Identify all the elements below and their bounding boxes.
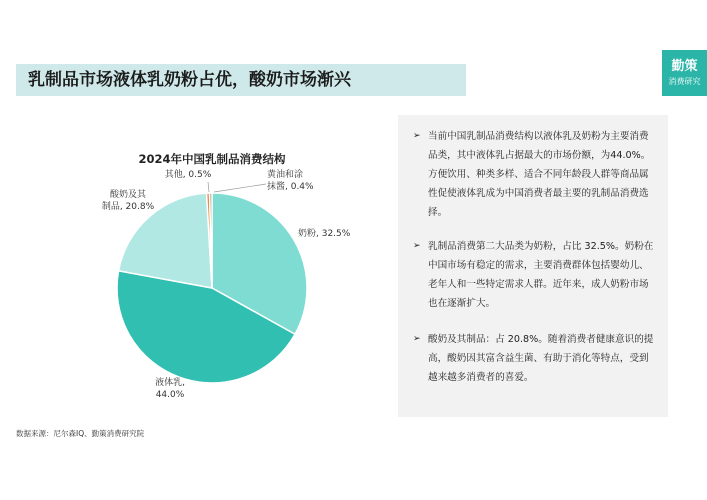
pie-chart-svg bbox=[0, 140, 400, 410]
leader-line-other bbox=[208, 182, 209, 192]
data-label-yogurt bbox=[102, 188, 155, 212]
data-label-line: 液体乳, bbox=[155, 378, 185, 388]
data-label-line: 酸奶及其 bbox=[109, 190, 147, 200]
data-label-line: 黄油和涂 bbox=[267, 170, 304, 180]
data-label-line: 其他, 0.5% bbox=[164, 170, 212, 180]
title-bar bbox=[16, 64, 466, 96]
bullet-milk-powder bbox=[413, 237, 658, 313]
data-label-line: 44.0% bbox=[155, 390, 185, 400]
data-label-butter-spread bbox=[267, 168, 314, 192]
bullet-liquid-milk bbox=[413, 127, 658, 222]
pie-chart bbox=[0, 140, 400, 410]
data-label-line: 抹酱, 0.4% bbox=[267, 182, 314, 192]
leader-line-butter-spread bbox=[214, 184, 266, 192]
bullet-arrow-icon: ➢ bbox=[413, 131, 421, 141]
bullet-text: 当前中国乳制品消费结构以液体乳及奶粉为主要消费品类，其中液体乳占据最大的市场份额，为44.0%。方便饮用、种类多样、适合不同年龄段人群等商品属性促使液体乳成为中国消费者最主要的乳制品消费选择。 bbox=[428, 131, 651, 218]
data-label-milk-powder bbox=[298, 227, 351, 239]
bullet-yogurt bbox=[413, 330, 658, 387]
insights-panel bbox=[398, 115, 668, 417]
brand-subtitle: 消费研究 bbox=[668, 77, 701, 86]
data-label-liquid-milk bbox=[155, 376, 185, 400]
brand-logo bbox=[662, 50, 707, 96]
data-label-line: 奶粉, 32.5% bbox=[298, 229, 351, 239]
data-label-line: 制品, 20.8% bbox=[101, 202, 155, 212]
brand-name: 勤策 bbox=[671, 59, 698, 74]
bullet-arrow-icon: ➢ bbox=[413, 241, 421, 251]
bullet-arrow-icon: ➢ bbox=[413, 334, 421, 344]
pie-slices bbox=[117, 193, 307, 383]
data-label-other bbox=[165, 168, 212, 180]
data-source: 数据来源：尼尔森IQ、勤策消费研究院 bbox=[16, 429, 145, 438]
chart-title: 2024年中国乳制品消费结构 bbox=[138, 152, 286, 166]
bullet-text: 乳制品消费第二大品类为奶粉，占比 32.5%。奶粉在中国市场有稳定的需求，主要消费群体包括婴幼儿、老年人和一些特定需求人群。近年来，成人奶粉市场也在逐渐扩大。 bbox=[428, 241, 654, 309]
bullet-text: 酸奶及其制品：占 20.8%。随着消费者健康意识的提高，酸奶因其富含益生菌、有助于消化等特点，受到越来越多消费者的喜爱。 bbox=[428, 334, 654, 383]
page-title: 乳制品市场液体乳奶粉占优，酸奶市场渐兴 bbox=[28, 70, 351, 90]
